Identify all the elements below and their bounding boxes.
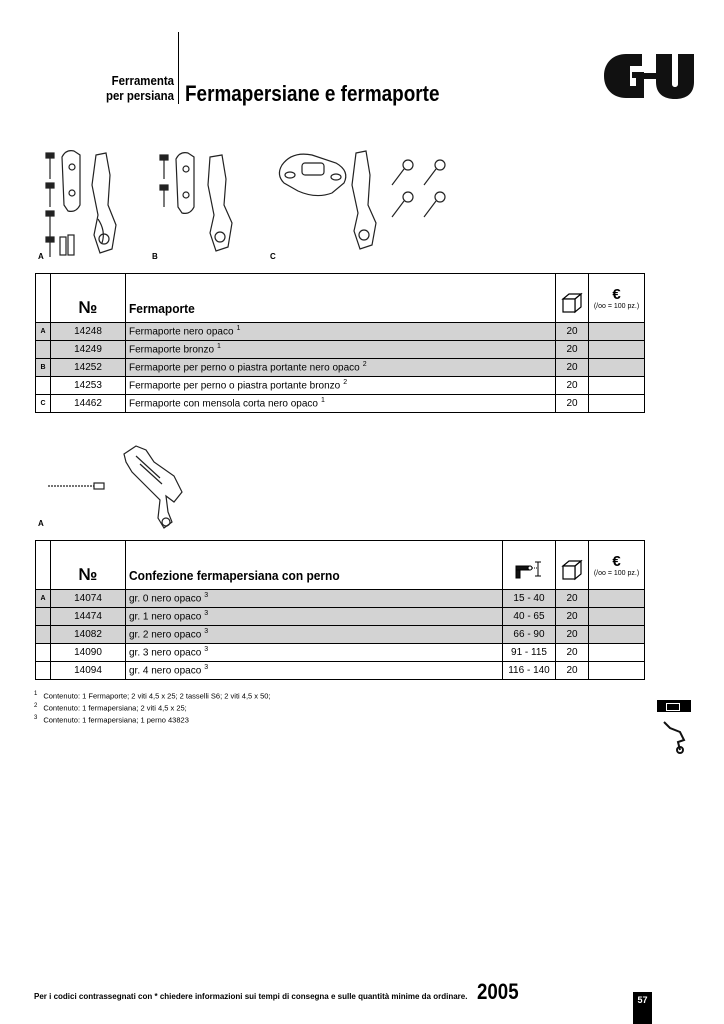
fermapersiana-table	[35, 540, 645, 680]
table-row	[36, 395, 645, 413]
table-title: Fermaporte	[129, 300, 195, 316]
box-icon	[560, 558, 584, 582]
size-range: 66 - 90	[503, 626, 556, 644]
table-row	[36, 662, 645, 680]
description: gr. 4 nero opaco $^3$	[126, 662, 503, 680]
price	[589, 377, 645, 395]
price	[589, 341, 645, 359]
euro-note-2: (/oo = 100 pz.)	[593, 569, 640, 577]
price	[589, 323, 645, 341]
pack-quantity: 20	[556, 608, 589, 626]
anchor-plug-icon	[60, 235, 74, 255]
article-number: 14253	[51, 377, 126, 395]
size-range: 91 - 115	[503, 644, 556, 662]
table-row	[36, 323, 645, 341]
shutter-hardware-icon	[660, 718, 688, 754]
euro-symbol-2: €	[612, 552, 621, 570]
footer-note: Per i codici contrassegnati con * chiedere informazioni sui tempi di consegna e sulle quantità minime da ordinare.	[34, 992, 468, 1001]
row-letter: A	[36, 323, 51, 341]
pack-quantity: 20	[556, 359, 589, 377]
footnote-2: $^2$ Contenuto: 1 fermapersiana; 2 viti 4,5 x 25;	[34, 703, 187, 713]
pack-quantity: 20	[556, 377, 589, 395]
side-tab	[657, 700, 691, 712]
fermapersiana-illustration	[36, 442, 196, 530]
row-letter	[36, 377, 51, 395]
article-number: 14074	[51, 590, 126, 608]
price	[589, 590, 645, 608]
description: Fermaporte bronzo $^1$	[126, 341, 556, 359]
table-row	[36, 608, 645, 626]
figure-label-a: A	[38, 252, 44, 260]
description: gr. 3 nero opaco $^3$	[126, 644, 503, 662]
fermaporte-illustration	[36, 145, 496, 260]
pack-quantity: 20	[556, 662, 589, 680]
description: gr. 1 nero opaco $^3$	[126, 608, 503, 626]
number-header: №	[78, 298, 98, 317]
pack-quantity: 20	[556, 590, 589, 608]
description: Fermaporte con mensola corta nero opaco $^1$	[126, 395, 556, 413]
euro-note: (/oo = 100 pz.)	[593, 302, 640, 310]
table2-title: Confezione fermapersiana con perno	[129, 567, 340, 583]
figure-label-c: C	[270, 252, 276, 260]
price	[589, 608, 645, 626]
description: gr. 0 nero opaco $^3$	[126, 590, 503, 608]
size-range: 116 - 140	[503, 662, 556, 680]
screw-icon	[160, 155, 168, 207]
figure-label-b: B	[152, 252, 158, 260]
article-number: 14249	[51, 341, 126, 359]
category-line-1: Ferramenta	[111, 73, 174, 88]
fermaporte-table	[35, 273, 645, 413]
page-title: Fermapersiane e fermaporte	[185, 81, 440, 106]
article-number: 14248	[51, 323, 126, 341]
size-range: 40 - 65	[503, 608, 556, 626]
table-row	[36, 644, 645, 662]
pack-quantity: 20	[556, 395, 589, 413]
year: 2005	[477, 979, 519, 1004]
description: Fermaporte per perno o piastra portante nero opaco $^2$	[126, 359, 556, 377]
article-number: 14082	[51, 626, 126, 644]
table-row	[36, 377, 645, 395]
screw-icon	[46, 153, 54, 257]
pack-quantity: 20	[556, 323, 589, 341]
price	[589, 395, 645, 413]
table-row	[36, 590, 645, 608]
page-number: 57	[633, 992, 652, 1024]
table-row	[36, 341, 645, 359]
row-letter	[36, 644, 51, 662]
article-number: 14090	[51, 644, 126, 662]
row-letter: C	[36, 395, 51, 413]
category-label	[74, 73, 174, 103]
row-letter: B	[36, 359, 51, 377]
description: Fermaporte per perno o piastra portante bronzo $^2$	[126, 377, 556, 395]
footnote-1: $^1$ Contenuto: 1 Fermaporte; 2 viti 4,5 x 25; 2 tasselli S6; 2 viti 4,5 x 50;	[34, 691, 271, 701]
row-letter	[36, 341, 51, 359]
pack-quantity: 20	[556, 341, 589, 359]
pack-quantity: 20	[556, 626, 589, 644]
figure2-label-a: A	[38, 519, 44, 528]
gu-logo	[602, 52, 696, 100]
hinge-dimension-icon	[512, 558, 546, 582]
box-icon	[560, 291, 584, 315]
row-letter: A	[36, 590, 51, 608]
article-number: 14474	[51, 608, 126, 626]
euro-symbol: €	[612, 285, 621, 303]
price	[589, 662, 645, 680]
description: Fermaporte nero opaco $^1$	[126, 323, 556, 341]
price	[589, 626, 645, 644]
size-range: 15 - 40	[503, 590, 556, 608]
price	[589, 359, 645, 377]
article-number: 14094	[51, 662, 126, 680]
row-letter	[36, 608, 51, 626]
price	[589, 644, 645, 662]
row-letter	[36, 626, 51, 644]
table-row	[36, 626, 645, 644]
description: gr. 2 nero opaco $^3$	[126, 626, 503, 644]
number-header-2: №	[78, 565, 98, 584]
table-row	[36, 359, 645, 377]
pin-icon	[48, 483, 104, 489]
footnote-3: $^3$ Contenuto: 1 fermapersiana; 1 perno 43823	[34, 715, 189, 725]
article-number: 14462	[51, 395, 126, 413]
category-line-2: per persiana	[105, 88, 174, 103]
pack-quantity: 20	[556, 644, 589, 662]
row-letter	[36, 662, 51, 680]
header-divider	[178, 32, 179, 104]
article-number: 14252	[51, 359, 126, 377]
eye-screw-icon	[392, 160, 445, 217]
